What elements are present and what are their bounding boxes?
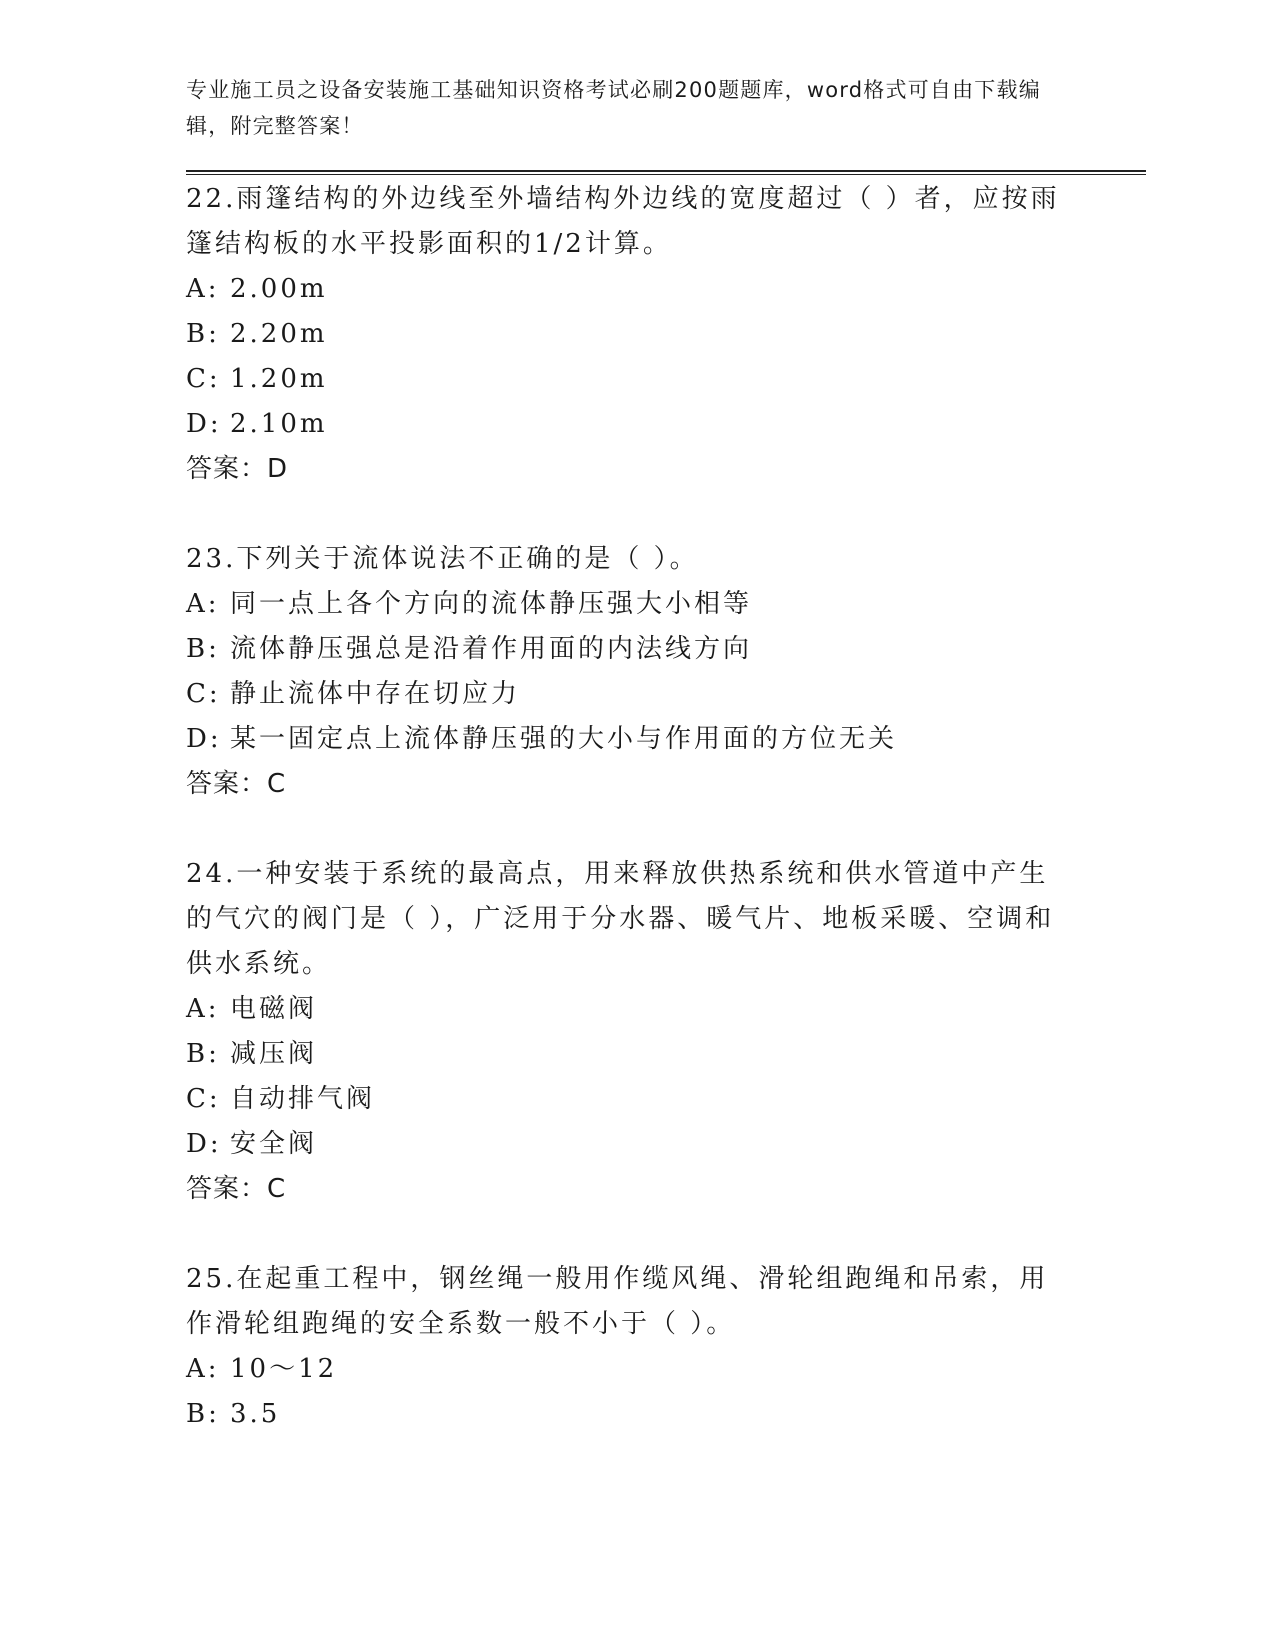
option-key: B: (186, 319, 220, 349)
option-text: 安全阀 (230, 1129, 318, 1159)
option-b (186, 1032, 1146, 1077)
option-a (186, 987, 1146, 1032)
option-text: 电磁阀 (230, 994, 318, 1024)
document-page (186, 72, 1146, 1437)
option-c (186, 357, 1146, 402)
option-text: 减压阀 (230, 1039, 318, 1069)
option-key: A: (186, 994, 220, 1024)
option-text: 同一点上各个方向的流体静压强大小相等 (230, 589, 753, 619)
option-key: B: (186, 634, 220, 664)
option-a (186, 267, 1146, 312)
option-c (186, 1077, 1146, 1122)
option-d (186, 402, 1146, 447)
answer: 答案：C (186, 769, 287, 799)
question-stem: 23.下列关于流体说法不正确的是（ ）。 (186, 544, 699, 574)
question-stem: 22.雨篷结构的外边线至外墙结构外边线的宽度超过（ ）者，应按雨篷结构板的水平投影面积的1/2计算。 (186, 184, 1060, 259)
option-key: C: (186, 364, 221, 394)
option-key: A: (186, 589, 220, 619)
option-text: 3.5 (230, 1399, 281, 1429)
question-24 (186, 852, 1146, 1212)
option-key: D: (186, 1129, 222, 1159)
option-key: D: (186, 409, 222, 439)
option-key: A: (186, 1354, 220, 1384)
answer: 答案：C (186, 1174, 287, 1204)
option-key: B: (186, 1039, 220, 1069)
option-key: C: (186, 679, 221, 709)
document-intro: 专业施工员之设备安装施工基础知识资格考试必刷200题题库，word格式可自由下载编辑，附完整答案！ (186, 78, 1041, 138)
spacer (186, 1212, 1146, 1257)
option-d (186, 1122, 1146, 1167)
option-text: 1.20m (230, 364, 328, 394)
question-stem: 25.在起重工程中，钢丝绳一般用作缆风绳、滑轮组跑绳和吊索，用作滑轮组跑绳的安全系数一般不小于（ ）。 (186, 1264, 1049, 1339)
spacer (186, 807, 1146, 852)
header-divider (186, 170, 1146, 175)
option-text: 2.10m (230, 409, 328, 439)
option-text: 流体静压强总是沿着作用面的内法线方向 (230, 634, 753, 664)
option-d (186, 717, 1146, 762)
option-text: 某一固定点上流体静压强的大小与作用面的方位无关 (230, 724, 898, 754)
answer: 答案：D (186, 454, 289, 484)
spacer (186, 492, 1146, 537)
question-22 (186, 177, 1146, 492)
option-b (186, 1392, 1146, 1437)
option-key: C: (186, 1084, 221, 1114)
option-text: 2.00m (230, 274, 328, 304)
option-key: A: (186, 274, 220, 304)
option-b (186, 312, 1146, 357)
option-b (186, 627, 1146, 672)
option-key: D: (186, 724, 222, 754)
option-a (186, 1347, 1146, 1392)
question-23 (186, 537, 1146, 807)
option-key: B: (186, 1399, 220, 1429)
option-text: 10～12 (230, 1354, 338, 1384)
option-text: 自动排气阀 (230, 1084, 376, 1114)
option-text: 2.20m (230, 319, 328, 349)
option-c (186, 672, 1146, 717)
question-stem: 24.一种安装于系统的最高点，用来释放供热系统和供水管道中产生的气穴的阀门是（ ），广泛用于分水器、暖气片、地板采暖、空调和供水系统。 (186, 859, 1055, 979)
question-25 (186, 1257, 1146, 1437)
option-a (186, 582, 1146, 627)
option-text: 静止流体中存在切应力 (230, 679, 521, 709)
